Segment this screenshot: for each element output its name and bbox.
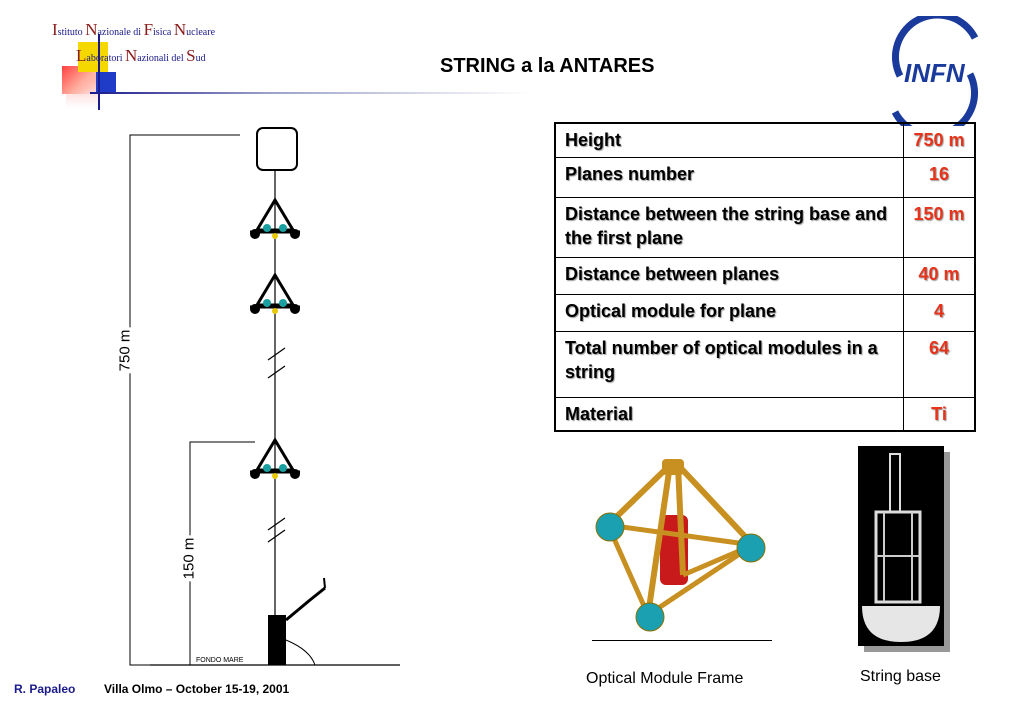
footer-event: Villa Olmo – October 15-19, 2001: [104, 682, 290, 696]
spec-table: [554, 122, 976, 432]
word: aboratori: [86, 53, 125, 64]
initial: N: [124, 46, 138, 65]
table-row: [555, 294, 975, 331]
initial: S: [186, 46, 196, 65]
row-value: 4: [904, 294, 976, 331]
row-label: Distance between planes: [555, 257, 904, 294]
optical-module-frame-image: [588, 455, 778, 645]
initial: I: [52, 20, 58, 39]
word: isica: [153, 27, 174, 38]
word: azionali del: [137, 53, 187, 64]
row-label: Material: [555, 397, 904, 431]
row-label: Total number of optical modules in a string: [555, 331, 904, 397]
ground-label: FONDO MARE: [196, 657, 244, 664]
initial: L: [76, 46, 87, 65]
table-row: [555, 331, 975, 397]
string-base-caption: String base: [860, 668, 941, 685]
optical-module-caption: Optical Module Frame: [586, 670, 744, 687]
infn-logo-text: INFN: [904, 58, 965, 88]
row-value: 16: [904, 157, 976, 197]
table-row: [555, 397, 975, 431]
caption-underline: [592, 640, 772, 641]
word: stituto: [57, 27, 86, 38]
row-value: 64: [904, 331, 976, 397]
row-value: Ti: [904, 397, 976, 431]
institute-name-line2: [76, 46, 206, 66]
row-label: Planes number: [555, 157, 904, 197]
row-value: 40 m: [904, 257, 976, 294]
dimension-label-total: 750 m: [116, 329, 134, 372]
row-label: Height: [555, 123, 904, 157]
word: ud: [195, 53, 206, 64]
footer-author: R. Papaleo: [14, 682, 76, 696]
string-base-structure: [268, 578, 325, 665]
word: ucleare: [186, 27, 216, 38]
row-label: Optical module for plane: [555, 294, 904, 331]
infn-logo: [880, 16, 990, 126]
string-diagram: [110, 120, 410, 675]
header-divider: [90, 92, 530, 94]
dimension-label-first: 150 m: [180, 537, 198, 580]
word: azionale di: [97, 27, 144, 38]
table-row: [555, 257, 975, 294]
slide-title: STRING a la ANTARES: [440, 55, 655, 77]
initial: F: [143, 20, 154, 39]
table-row: [555, 157, 975, 197]
string-base-image: [858, 446, 944, 646]
initial: N: [85, 20, 98, 39]
table-row: [555, 123, 975, 157]
row-value: 750 m: [904, 123, 976, 157]
row-label: Distance between the string base and the first plane: [555, 197, 904, 257]
table-row: [555, 197, 975, 257]
institute-name-line1: [52, 20, 215, 40]
initial: N: [173, 20, 187, 39]
row-value: 150 m: [904, 197, 976, 257]
